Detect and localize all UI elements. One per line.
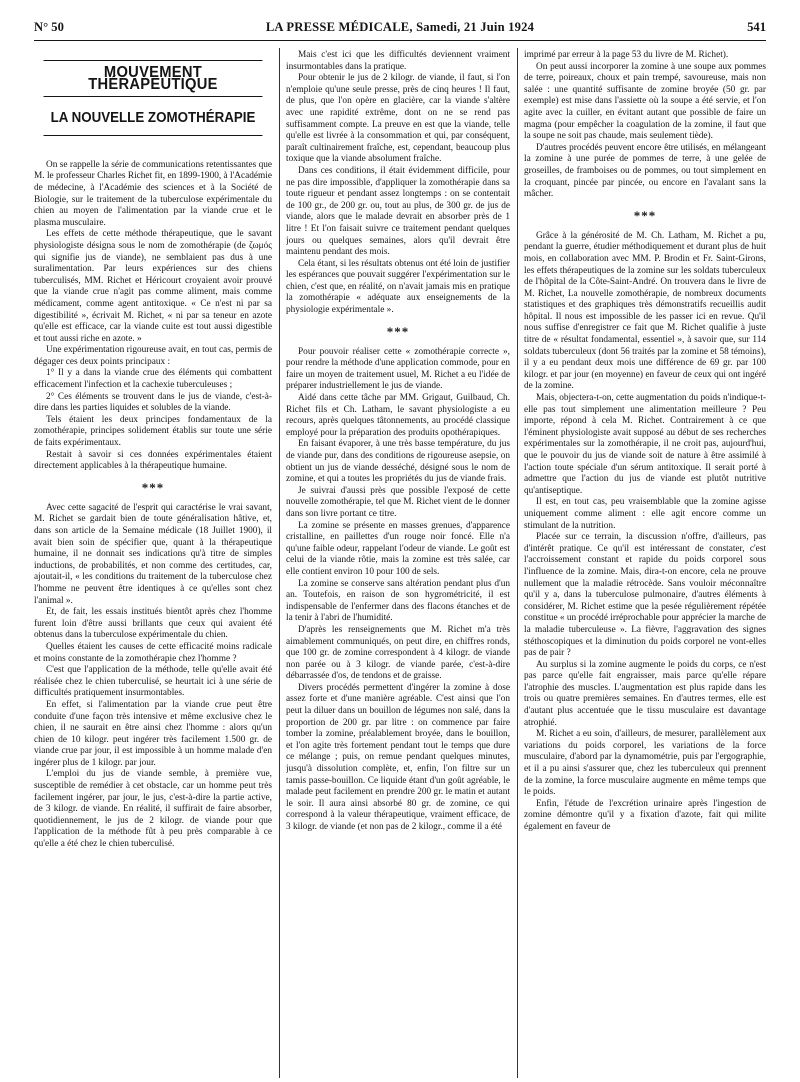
column-3	[524, 50, 766, 1076]
column-1-body	[34, 144, 272, 851]
paragraph: Tels étaient les deux principes fondamentaux de la zomothérapie, principes solidement établis sur toute une série de faits expérimentaux.	[34, 414, 272, 449]
paragraph: imprimé par erreur à la page 53 du livre de M. Richet).	[524, 50, 729, 60]
paragraph: La zomine se présente en masses grenues, d'apparence cristalline, en paillettes d'un rouge noir foncé. Elle n'a qu'une faible odeur, rappelant l'odeur de viande. Le goût est celui de la viande rôtie, mais la zomine est très salée, car elle contient environ 10 pour 100 de sels.	[286, 520, 510, 577]
paragraph: Restait à savoir si ces données expérimentales étaient directement applicables à la thérapeutique humaine.	[34, 449, 272, 472]
section-title: MOUVEMENT THÉRAPEUTIQUE	[44, 60, 263, 97]
paragraph: Pour obtenir le jus de 2 kilogr. de viande, il faut, si l'on n'emploie qu'une seule presse, près de cinq heures ! Il faut, de plus, que l'on opère en glacière, car la viande s'altère avec une rapidité extrême, dont on ne se rend pas suffisamment compte. La preuve en est que la viande, telle qu'elle est livrée à la consommation et qui, par conséquent, paraît cultinairement fraîche, est, cependant, beaucoup plus toxique que la viande absolument fraîche.	[286, 73, 510, 165]
paragraph: 1° Il y a dans la viande crue des éléments qui combattent efficacement l'infection et la cachexie tuberculeuses ;	[34, 368, 272, 391]
column-rule-left	[279, 48, 280, 1078]
section-separator: ***	[141, 479, 165, 495]
issue-number: N° 50	[34, 20, 64, 34]
column-2	[286, 50, 510, 1076]
paragraph: Quelles étaient les causes de cette efficacité moins radicale et moins constante de la zomothérapie chez l'homme ?	[34, 641, 272, 664]
paragraph: Les effets de cette méthode thérapeutique, que le savant physiologiste désigna sous le nom de zomothérapie (de ζωμός qui signifie jus de viande), ne semblaient pas dus à une suralimentation. Par leurs expériences sur des chiens tuberculisés, MM. Richet et Héricourt croyaient avoir prouvé que la viande crue n'agit pas comme aliment, mais comme médicament, comme agent antitoxique. « Ce n'est ni par sa digestibilité », écrivait M. Richet, « ni par sa teneur en azote qu'elle est efficace, car la viande cuite est tout aussi digestible et tout aussi riche en azote. »	[34, 229, 272, 344]
page-header	[34, 18, 766, 41]
column-rule-right	[517, 48, 518, 1078]
journal-title: LA PRESSE MÉDICALE, Samedi, 21 Juin 1924	[265, 20, 535, 34]
paragraph: La zomine se conserve sans altération pendant plus d'un an. Toutefois, en raison de son hygrométricité, il est indispensable de l'enfermer dans des flacons étanches et de la tenir à l'abri de l'humidité.	[286, 578, 510, 624]
paragraph: Je suivrai d'aussi près que possible l'exposé de cette nouvelle zomothérapie, tel que M. Richet vient de le donner dans son livre portant ce titre.	[286, 485, 510, 519]
paragraph: Pour pouvoir réaliser cette « zomothérapie correcte », pour rendre la méthode d'une application commode, pour en faire un moyen de traitement usuel, M. Richet a eu l'idée de préparer industriellement le jus de viande.	[286, 346, 510, 392]
paragraph: En effet, si l'alimentation par la viande crue peut être conduite d'une façon très intensive et même exclusive chez le chien, il ne saurait en être ainsi chez l'homme : alors qu'un chien de 10 kilogr. peut ingérer très facilement 1.500 gr. de viande crue par jour, il est impossible à un homme malade d'en ingérer plus de 1 kilogr. par jour.	[34, 699, 272, 768]
page-number: 541	[747, 20, 766, 34]
paragraph: Et, de fait, les essais institués bientôt après chez l'homme furent loin d'être aussi brillants que ceux qui avaient été obtenus dans la tuberculose expérimentale du chien.	[34, 607, 272, 641]
article-title: LA NOUVELLE ZOMOTHÉRAPIE	[44, 113, 263, 136]
column-1	[34, 50, 272, 1076]
paragraph: Cela étant, si les résultats obtenus ont été loin de justifier les espérances que pouvait suggérer l'expérimentation sur le chien, c'est que, en réalité, on n'avait jamais mis en pratique la zomothérapie « adéquate aux enseignements de la physiologie expérimentale ».	[286, 258, 510, 316]
paragraph: Placée sur ce terrain, la discussion n'offre, d'ailleurs, pas d'intérêt pratique. Ce qu'il est intéressant de constater, c'est l'accroissement constant et rapide du poids corporel sous l'influence de la zomine. Mais, dira-t-on encore, cela ne prouve nullement que la maladie rétrocède. Sans vouloir méconnaître qu'il y a, dans la tuberculose pulmonaire, d'autres éléments à considérer, M. Richet estime que la pesée régulièrement répétée constitue « un procédé irréprochable pour apprécier la marche de la maladie tuberculeuse ». La fièvre, l'aggravation des signes stéthoscopiques et la diminution du poids corporel ne vont-elles pas de pair ?	[524, 532, 766, 659]
paragraph: 2° Ces éléments se trouvent dans le jus de viande, c'est-à-dire dans les parties liquides et solubles de la viande.	[34, 391, 272, 414]
paragraph: Divers procédés permettent d'ingérer la zomine à dose assez forte et d'une manière agréable. C'est ainsi que l'on peut la diluer dans un bouillon de légumes non salé, dans la proportion de 200 gr. par litre : on commence par faire tomber la zomine, préalablement broyée, dans le bouillon, et l'on agite très fortement pendant tout le temps que dure ce mélange ; puis, on remue pendant quelques minutes, jusqu'à dissolution complète, et, enfin, l'on filtre sur un tamis passe-bouillon. Ce liquide étant d'un goût agréable, le malade peut facilement en prendre 200 gr. le matin et autant le soir. Il aura ainsi absorbé 80 gr. de zomine, ce qui correspond à la valeur thérapeutique, vraiment efficace, de 3 kilogr. de viande (et non pas de 2 kilogr., comme il a été	[286, 682, 510, 832]
paragraph: Grâce à la générosité de M. Ch. Latham, M. Richet a pu, pendant la guerre, étudier méthodiquement et durant plus de huit mois, en collaboration avec MM. P. Brodin et Fr. Saint-Girons, les effets thérapeutiques de la zomine sur les soldats tuberculeux de l'hôpital de la Côte-Saint-André. On trouvera dans le livre de M. Richet, La nouvelle zomothérapie, de nombreux documents statistiques et des graphiques très démonstratifs recueillis audit hôpital. Il nous est impossible de les passer ici en revue. Qu'il nous suffise d'enregistrer ce fait que M. Richet qualifie à juste titre de « résultat fondamental, essentiel », à savoir que, sur 114 soldats tuberculeux (dont 56 traités par la zomine et 58 témoins), il y a eu pendant deux mois une différence de 69 gr. par 100 kilogr. et par jour (en moyenne) en faveur de ceux qui ont ingéré de la zomine.	[524, 230, 766, 392]
paragraph: Dans ces conditions, il était évidemment difficile, pour ne pas dire impossible, d'appliquer la zomothérapie dans sa toute rigueur et pendant assez longtemps : on se contentait de 100 gr., de 200 gr. ou, tout au plus, de 300 gr. de jus de viande, alors que le malade devrait en absorber près de 1 litre ! Et l'on faisait suivre ce traitement pendant quelques jours ou quelques semaines, alors qu'il devrait être maintenu pendant des mois.	[286, 165, 510, 258]
paragraph: En faisant évaporer, à une très basse température, du jus de viande pur, dans des conditions de rigoureuse asepsie, on obtient un jus de viande desséché, désigné sous le nom de zomine, et qui a toutes les propriétés du jus de viande frais.	[286, 439, 510, 485]
paragraph: D'après les renseignements que M. Richet m'a très aimablement communiqués, on peut dire, en chiffres ronds, que 100 gr. de zomine correspondent à 4 kilogr. de viande non parée ou à 3 kilogr. de viande parée, c'est-à-dire débarrassée d'os, de tendons et de graisse.	[286, 624, 510, 682]
paragraph: D'autres procédés peuvent encore être utilisés, en mélangeant la zomine à une purée de pommes de terre, à une gelée de groseilles, de framboises ou de pommes, ou tout simplement en la croquant, pincée par pincée, ou encore en l'avalant sans la mâcher.	[524, 142, 766, 200]
paragraph: Mais, objectera-t-on, cette augmentation du poids n'indique-t-elle pas tout simplement une alimentation meilleure ? Peu importe, répond à cela M. Richet. Contrairement à ce que l'éminent physiologiste avait supposé au début de ses recherches expérimentales sur la zomothérapie, il ne croit pas, aujourd'hui, que le pouvoir du jus de viande soit de nature à être assimilé à l'action toute spéciale d'un sérum antitoxique. Il serait porté à admettre que l'action du jus de viande est plutôt nutritive qu'antiseptique.	[524, 393, 766, 496]
paragraph: Aidé dans cette tâche par MM. Grigaut, Guilbaud, Ch. Richet fils et Ch. Latham, le savant physiologiste a eu recours, après quelques tâtonnements, au procédé classique employé pour la préparation des produits opothérapiques.	[286, 393, 510, 438]
paragraph: Avec cette sagacité de l'esprit qui caractérise le vrai savant, M. Richet se gardait bien de toute généralisation hâtive, et, dans son article de la Semaine médicale (18 Juillet 1900), il avait bien soin de spécifier que, quant à la thérapeutique humaine, il ne donnait ses indications qu'à titre de simples inductions, de probabilités, et non comme des certitudes, car, ajoutait-il, « les conditions du traitement de la tuberculose chez l'homme ne peuvent être identiques à ce qu'elles sont chez l'animal ».	[34, 502, 272, 606]
paragraph: M. Richet a eu soin, d'ailleurs, de mesurer, parallèlement aux variations du poids corporel, les variations de la force musculaire, d'abord par la dynamométrie, puis par l'ergographie, et il a pu ainsi s'assurer que, chez les tuberculeux qui prennent de la zomine, la force musculaire augmente en même temps que le poids.	[524, 729, 766, 798]
paragraph: Enfin, l'étude de l'excrétion urinaire après l'ingestion de zomine démontre qu'il y a fixation d'azote, fait qui milite également en faveur de	[524, 798, 766, 832]
paragraph: On se rappelle la série de communications retentissantes que M. le professeur Charles Richet fit, en 1899-1900, à l'Académie de médecine, à l'Académie des sciences et à la Société de Biologie, sur le traitement de la tuberculose expérimentale du chien au moyen de l'alimentation par la viande crue et le plasma musculaire.	[34, 159, 272, 228]
paragraph: Une expérimentation rigoureuse avait, en tout cas, permis de dégager ces deux points principaux :	[34, 345, 272, 367]
paragraph: On peut aussi incorporer la zomine à une soupe aux pommes de terre, poireaux, choux et pain trempé, savoureuse, mais non salée : une quantité suffisante de zomine broyée (50 gr. par exemple) est mise dans l'assiette où la soupe a été servie, et l'on agite avec la cuiller, en évitant autant que possible de faire un magma (pour empêcher la coagulation de la zomine, il faut que la soupe ne soit pas chaude, mais seulement tiède).	[524, 61, 766, 142]
paragraph: Au surplus si la zomine augmente le poids du corps, ce n'est pas parce qu'elle fait engraisser, mais parce qu'elle répare l'atrophie des muscles. L'augmentation est plus rapide dans les trois ou quatre premières semaines. En d'autres termes, elle est d'autant plus accentuée que le tissu musculaire est davantage atrophié.	[524, 659, 766, 728]
paragraph: Il est, en tout cas, peu vraisemblable que la zomine agisse uniquement comme aliment : elle agit encore comme un stimulant de la nutrition.	[524, 497, 766, 531]
section-separator: ***	[386, 323, 410, 339]
paragraph: L'emploi du jus de viande semble, à première vue, susceptible de remédier à cet obstacle, car un homme peut très facilement ingérer, par jour, le jus, c'est-à-dire la partie active, de 3 kilogr. de viande. En réalité, il suffirait de faire absorber, quotidiennement, le jus de 2 kilogr. de viande pour que l'application de la méthode fût à peu près comparable à ce qu'elle a été chez le chien tuberculisé.	[34, 769, 272, 850]
paragraph: C'est que l'application de la méthode, telle qu'elle avait été réalisée chez le chien tuberculisé, se heurtait ici à une série de difficultés pratiquement insurmontables.	[34, 665, 272, 699]
section-separator: ***	[633, 207, 657, 223]
paragraph: Mais c'est ici que les difficultés deviennent vraiment insurmontables dans la pratique.	[286, 50, 510, 72]
